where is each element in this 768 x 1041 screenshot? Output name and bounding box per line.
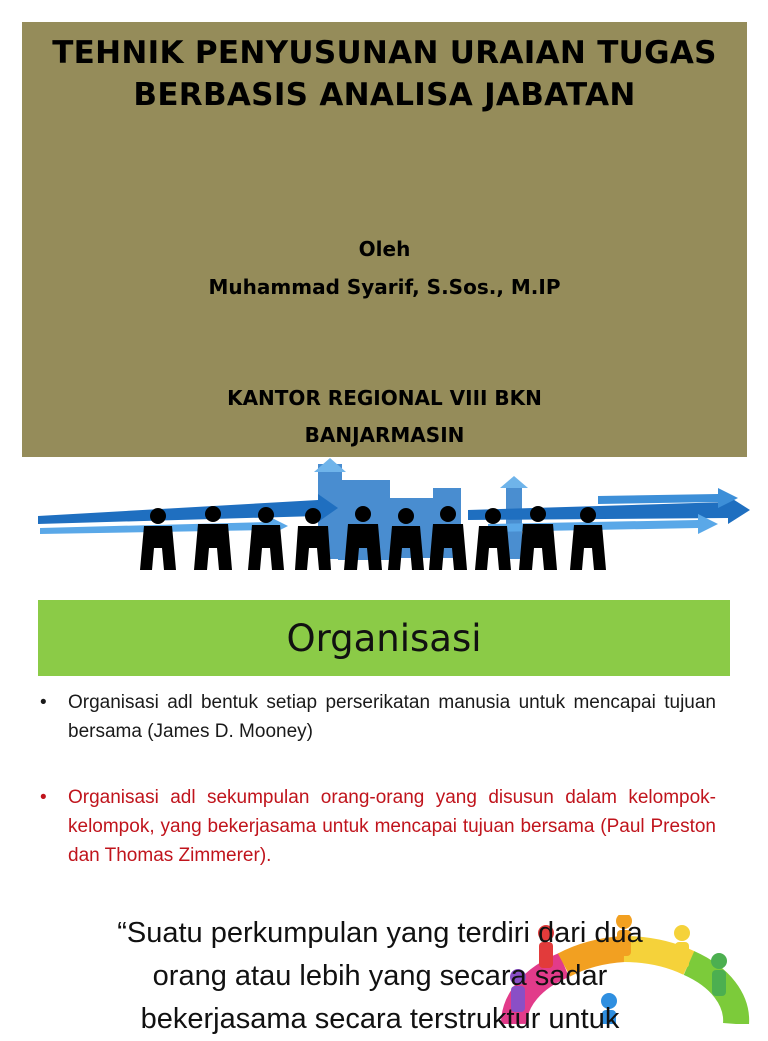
bullet-text: Organisasi adl bentuk setiap perserikatan manusia untuk mencapai tujuan bersama (James D. Mooney) [68,692,716,742]
bullet-text: Organisasi adl sekumpulan orang-orang yang disusun dalam kelompok-kelompok, yang bekerjasama untuk mencapai tujuan bersama (Paul Preston dan Thomas Zimmerer). [68,787,716,866]
quote-block [40,912,720,1041]
section-header [38,600,730,676]
slide-title [22,32,747,116]
bullet-definition-preston-zimmerer [40,783,716,870]
office-block [22,380,747,454]
bullet-marker: • [40,787,47,808]
author-name: Muhammad Syarif, S.Sos., M.IP [208,275,561,299]
bullet-marker: • [40,692,47,713]
title-slide [22,22,747,457]
office-line-1: KANTOR REGIONAL VIII BKN [227,386,542,410]
quote-line-3: bekerjasama secara terstruktur untuk [140,1003,620,1035]
title-line-2: BERBASIS ANALISA JABATAN [133,77,636,113]
author-block [22,230,747,306]
section-title: Organisasi [286,616,482,660]
quote-line-2: orang atau lebih yang secara sadar [152,960,608,992]
quote-line-1: “Suatu perkumpulan yang terdiri dari dua [117,917,643,949]
title-line-1: TEHNIK PENYUSUNAN URAIAN TUGAS [52,35,717,71]
bullet-definition-mooney [40,688,716,746]
by-label: Oleh [358,237,411,261]
office-line-2: BANJARMASIN [304,423,465,447]
business-people-arrows-illustration [38,458,750,576]
